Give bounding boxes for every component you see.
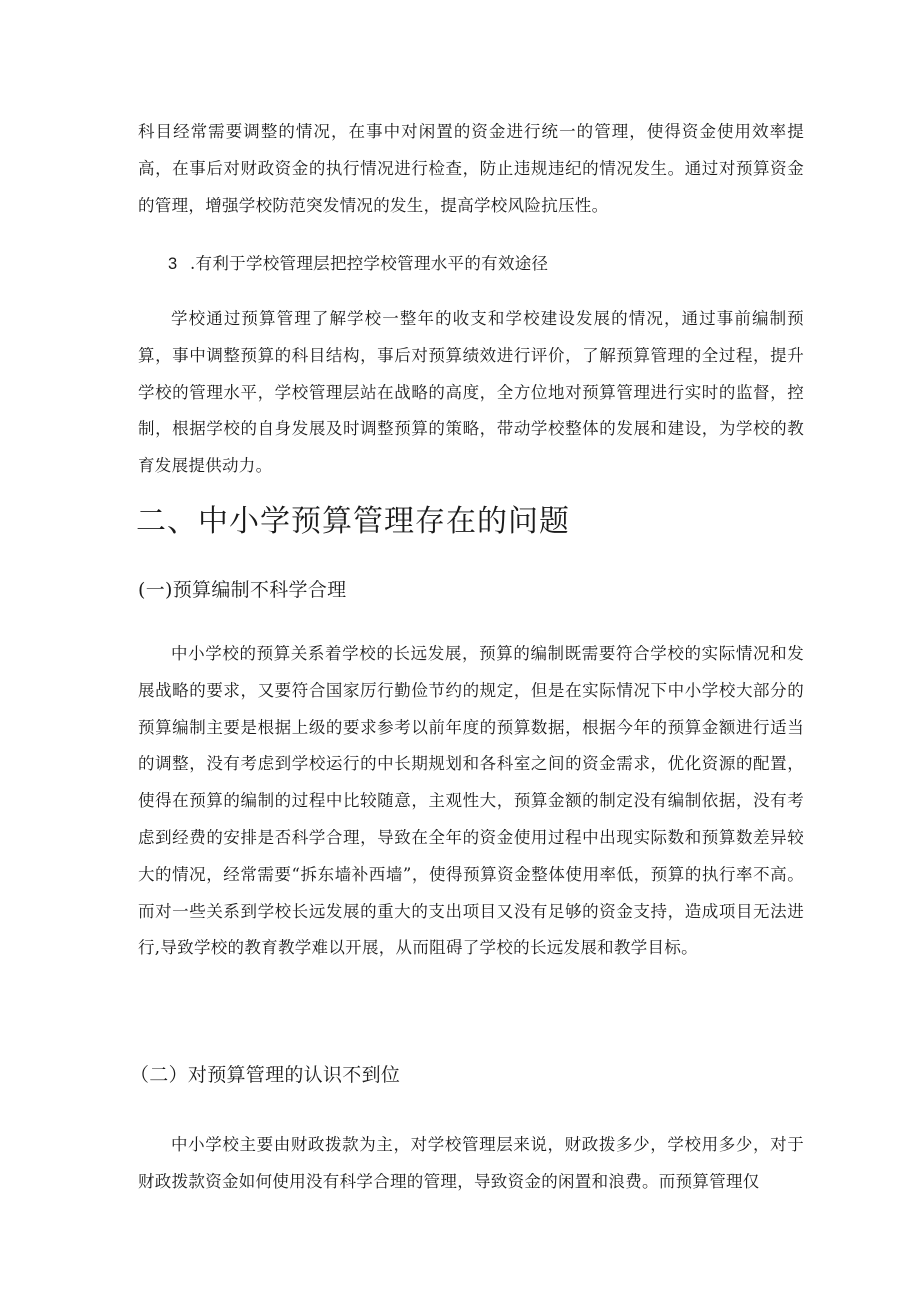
item-number: 3 xyxy=(168,255,178,273)
section-heading: 二、中小学预算管理存在的问题 xyxy=(136,504,570,539)
subsection-heading: (一)预算编制不科学合理 xyxy=(138,579,347,601)
body-paragraph: 中小学校的预算关系着学校的长远发展，预算的编制既需要符合学校的实际情况和发展战略的要求，又要符合国家厉行勤俭节约的规定，但是在实际情况下中小学校大部分的预算编制主要是根据上级的要求参考以前年度的预算数据，根据今年的预算金额进行适当的调整，没有考虑到学校运行的中长期规划和各科室之间的资金需求，优化资源的配置，使得在预算的编制的过程中比较随意，主观性大，预算金额的制定没有编制依据，没有考虑到经费的安排是否科学合理，导致在全年的资金使用过程中出现实际数和预算数差异较大的情况，经常需要“拆东墙补西墙”，使得预算资金整体使用率低，预算的执行率不高。而对一些关系到学校长远发展的重大的支出项目又没有足够的资金支持，造成项目无法进行,导致学校的教育教学难以开展，从而阻碍了学校的长远发展和教学目标。 xyxy=(138,644,804,958)
body-paragraph: 学校通过预算管理了解学校一整年的收支和学校建设发展的情况，通过事前编制预算，事中调整预算的科目结构，事后对预算绩效进行评价，了解预算管理的全过程，提升学校的管理水平，学校管理层站在战略的高度，全方位地对预算管理进行实时的监督，控制，根据学校的自身发展及时调整预算的策略，带动学校整体的发展和建设，为学校的教育发展提供动力。 xyxy=(138,309,804,476)
body-paragraph-continued: 科目经常需要调整的情况，在事中对闲置的资金进行统一的管理，使得资金使用效率提高，在事后对财政资金的执行情况进行检查，防止违规违纪的情况发生。通过对预算资金的管理，增强学校防范突发情况的发生，提高学校风险抗压性。 xyxy=(138,122,804,215)
item-title: .有利于学校管理层把控学校管理水平的有效途径 xyxy=(190,254,549,273)
numbered-item-heading xyxy=(168,252,548,276)
subsection-heading: （二）对预算管理的认识不到位 xyxy=(130,1064,401,1086)
body-paragraph: 中小学校主要由财政拨款为主，对学校管理层来说，财政拨多少，学校用多少，对于财政拨款资金如何使用没有科学合理的管理，导致资金的闲置和浪费。而预算管理仅 xyxy=(138,1135,804,1191)
